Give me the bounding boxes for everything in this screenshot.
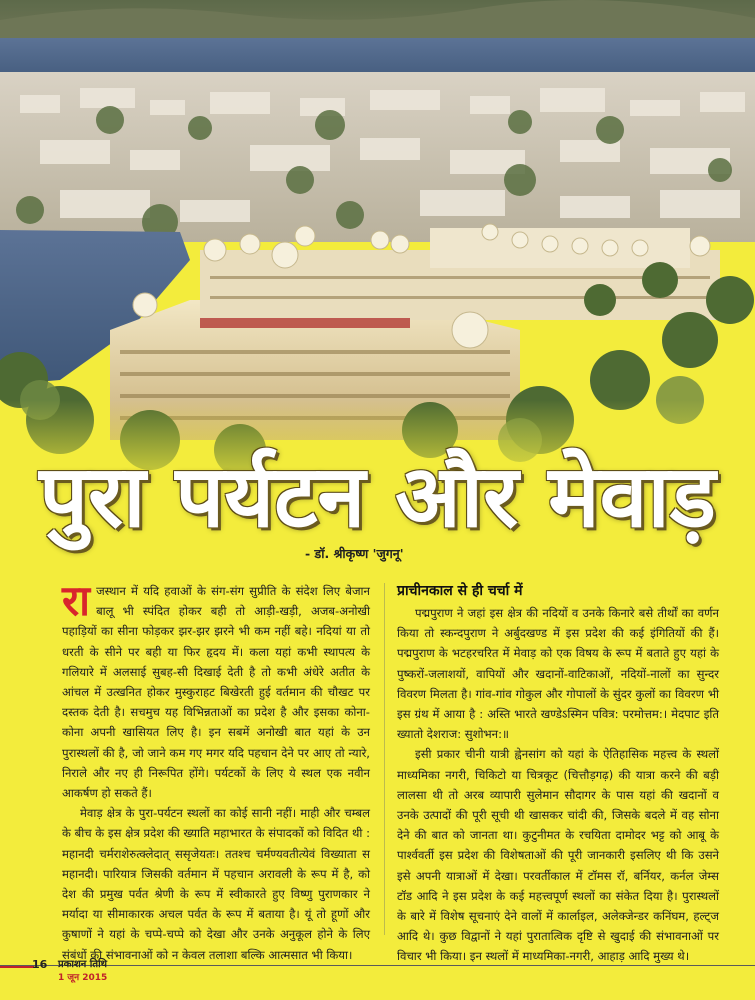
footer-rule	[0, 965, 755, 966]
body-paragraph: इसी प्रकार चीनी यात्री ह्वेनसांग को यहां के ऐतिहासिक महत्त्व के स्थलों माध्यमिका नगरी, चिकिटो या चित्रकूट (चित्तौड़गढ़) की यात्रा करने की बड़ी लालसा थी तो अरब व्यापारी सुलेमान सौदागर के पास यहां की खदानों व उनके उत्पादों की पूरी सूची थी खासकर चांदी की, जिसके बदले में वह सोना देने की बात को जानता था। कुटुनीमत के रचयिता दामोदर भट्ट को आबू के पार्श्ववर्ती इस प्रदेश की विशेषताओं की पूरी जानकारी इसलिए थी कि उसने इसे अपनी यात्राओं में देखा। परवर्तीकाल में टॉमस रॉ, बर्नियर, कर्नल जेम्स टॉड आदि ने इस प्रदेश के कई महत्त्वपूर्ण स्थलों का संकेत दिया है। पुरास्थलों के बारे में विशेष सूचनाएं देने वालों में कार्लाइल, अलेक्जेन्डर कनिंघम, हल्ट्ज आदि थे। कुछ विद्वानों ने यहां पुरातात्विक दृष्टि से खुदाई की संभावनाओं पर विचार भी किया। इन स्थलों में माध्यमिका-नगरी, आहाड़ आदि मुख्य थे।	[397, 747, 719, 964]
intro-paragraph: राजस्थान में यदि हवाओं के संग-संग सुप्रीति के संदेश लिए बेजान बालू भी स्पंदित होकर बही तो आड़ी-खड़ी, अजब-अनोखी पहाड़ियों का सीना फोड़कर झर-झर झरने भी कम नहीं बहे। नदियां या तो धरती के सीने पर बही या फिर हृदय में। कला यहां कभी स्थापत्य के गलियारे में अलसाई सुबह-सी दिखाई देती है तो कभी अंधेरे अतीत के आंचल में उत्खनित होकर मुस्कुराहट बिखेरती हुई वर्तमान की चौखट पर दस्तक देती है। सचमुच यह विभिन्नताओं का प्रदेश है और इसका कोना-कोना अपनी खासियत लिए है। इन सबमें अनोखी बात यहां के उन पुरास्थलों की है, जो जाने कम गए मगर यदि पहचान देने पर आए तो न्यारे, निराले और नए ही निरूपित होंगे। पर्यटकों के लिए ये स्थल एक नवीन आकर्षण हो सकते हैं।	[62, 576, 370, 801]
column-divider	[384, 583, 385, 935]
right-column	[397, 581, 719, 967]
footer-accent	[0, 966, 34, 968]
author-byline: - डॉ. श्रीकृष्ण 'जुगनू'	[305, 546, 404, 561]
page-number: 16	[32, 958, 48, 971]
body-paragraph: मेवाड़ क्षेत्र के पुरा-पर्यटन स्थलों का कोई सानी नहीं। माही और चम्बल के बीच के इस क्षेत्र प्रदेश की ख्याति महाभारत के संपादकों को विदित थी : महानदी चर्मराशेरुत्क्लेदात् ससृजेयतः। ततश्च चर्मण्यवतीत्येवं विख्याता स महानदी। पारियात्र जिसकी वर्तमान में पहचान अरावली के रूप में है, को देश की प्रमुख पर्वत श्रेणी के रूप में स्वीकारते हुए विष्णु पुराणकार ने मर्यादा या सीमाकारक अचल पर्वत के रूप में बताया है। यूं तो हूणों और कुषाणों ने यहां के चप्पे-चप्पे को देखा और उनके अनुकूल होने के लिए संबंधों की संभावनाओं को न केवल तलाशा बल्कि आत्मसात भी किया।	[62, 806, 370, 962]
left-column	[62, 576, 370, 965]
dropcap: रा	[62, 576, 91, 625]
publication-name: प्रकाशन तिथि	[58, 959, 108, 970]
article-title: पुरा पर्यटन और मेवाड़	[39, 447, 716, 547]
section-subheading: प्राचीनकाल से ही चर्चा में	[397, 583, 523, 599]
publication-date: 1 जून 2015	[58, 973, 108, 983]
body-paragraph: पद्मपुराण ने जहां इस क्षेत्र की नदियों व उनके किनारे बसे तीर्थों का वर्णन किया तो स्कन्दपुराण ने अर्बुदखण्ड में इस प्रदेश की कई इंगितियों की हैं। पद्मपुराण के भटहरचरित में मेवाड़ को एक विषय के रूप में बताते हुए यहां के पुष्करों-जलाशयों, वापियों और खदानों-वाटिकाओं, नदियों-नालों का सुन्दर विवरण मिलता है। गांव-गांव गोकुल और गोपालों के सुंदर कुलों का विवरण भी इस ग्रंथ में आया है : अस्ति भारते खण्डेऽस्मिन पवित्र: परमोत्तम:। मेदपाट इति ख्यातो देशराज: सुशोभन:॥	[397, 606, 719, 742]
